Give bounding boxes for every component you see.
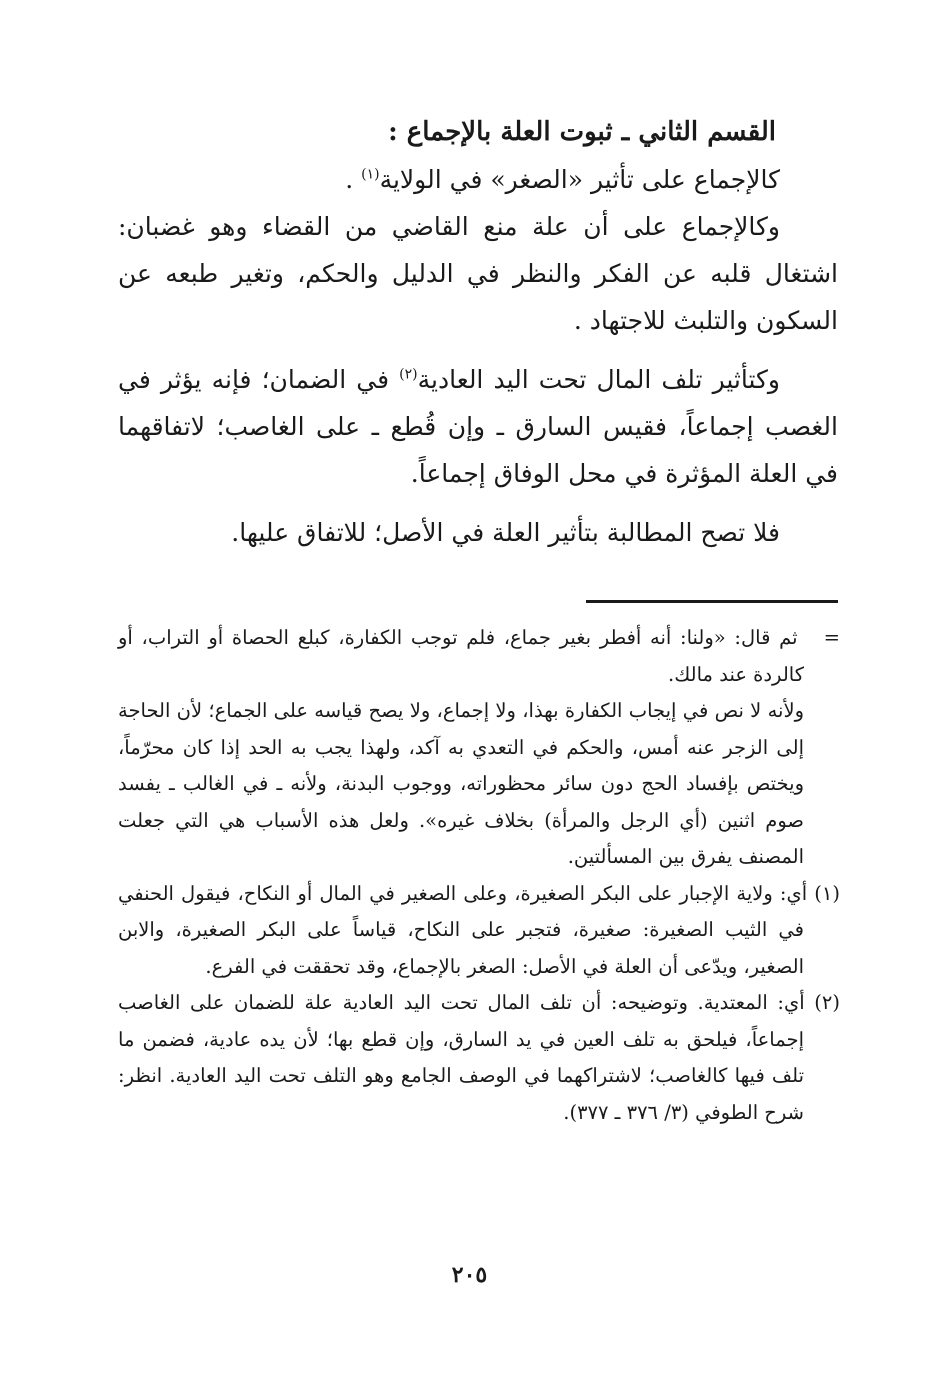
paragraph-1-end: .: [345, 165, 362, 194]
page-number: ٢٠٥: [451, 1262, 488, 1288]
paragraph-3-before: وكتأثير تلف المال تحت اليد العادية: [417, 365, 781, 394]
continued-marker: =: [823, 626, 840, 649]
footnote-separator: [586, 600, 838, 603]
paragraph-3: [118, 356, 838, 497]
paragraph-2: وكالإجماع على أن علة منع القاضي من القضاء وهو غضبان: اشتغال قلبه عن الفكر والنظر في الدليل والحكم، وتغير طبعه عن السكون والتلبث للاجتهاد .: [118, 212, 838, 335]
footnote-continued-2: ولأنه لا نص في إيجاب الكفارة بهذا، ولا إجماع، ولا يصح قياسه على الجماع؛ لأن الحاجة إلى الزجر عنه أمس، والحكم في التعدي به آكد، ولهذا يجب به الحد إذا كان محرّماً، ويختص بإفساد الحج دون سائر محظوراته، ووجوب البدنة، ولأنه ـ في الغالب ـ يفسد صوم اثنين (أي الرجل والمرأة) بخلاف غيره». ولعل هذه الأسباب هي التي جعلت المصنف يفرق بين المسألتين.: [118, 699, 804, 868]
main-text: [118, 156, 838, 556]
footnote-ref-2: (٢): [399, 366, 418, 383]
paragraph-3-after: في الضمان؛ فإنه يؤثر في الغصب إجماعاً، فقيس السارق ـ وإن قُطع ـ على الغاصب؛ لاتفاقهما في العلة المؤثرة في محل الوفاق إجماعاً.: [118, 365, 838, 488]
section-heading: القسم الثاني ـ ثبوت العلة بالإجماع :: [388, 117, 776, 147]
paragraph-1-text: كالإجماع على تأثير «الصغر» في الولاية: [379, 165, 780, 194]
footnote-2: (٢) أي: المعتدية. وتوضيحه: أن تلف المال تحت اليد العادية علة للضمان على الغاصب إجماعاً، فيلحق به تلف العين في يد السارق، وإن قطع بها؛ لأن يده عادية، فضمن ما تلف فيها كالغاصب؛ لاشتراكهما في الوصف الجامع وهو التلف تحت اليد العادية. انظر: شرح الطوفي (٣/ ٣٧٦ ـ ٣٧٧).: [118, 991, 840, 1124]
footnote-1: (١) أي: ولاية الإجبار على البكر الصغيرة، وعلى الصغير في المال أو النكاح، فيقول الحنفي في الثيب الصغيرة: صغيرة، فتجبر على النكاح، قياساً على البكر الصغيرة، والابن الصغير، ويدّعى أن العلة في الأصل: الصغر بالإجماع، وقد تحققت في الفرع.: [118, 881, 840, 978]
footnote-ref-1: (١): [361, 166, 380, 183]
paragraph-4: فلا تصح المطالبة بتأثير العلة في الأصل؛ للاتفاق عليها.: [231, 518, 780, 547]
footnote-continued-1: [118, 620, 840, 693]
continued-text-1: ثم قال: «ولنا: أنه أفطر بغير جماع، فلم توجب الكفارة، كبلع الحصاة أو التراب، أو كالردة عند مالك.: [118, 626, 804, 686]
footnotes: [118, 620, 840, 1131]
paragraph-1: [118, 156, 838, 203]
